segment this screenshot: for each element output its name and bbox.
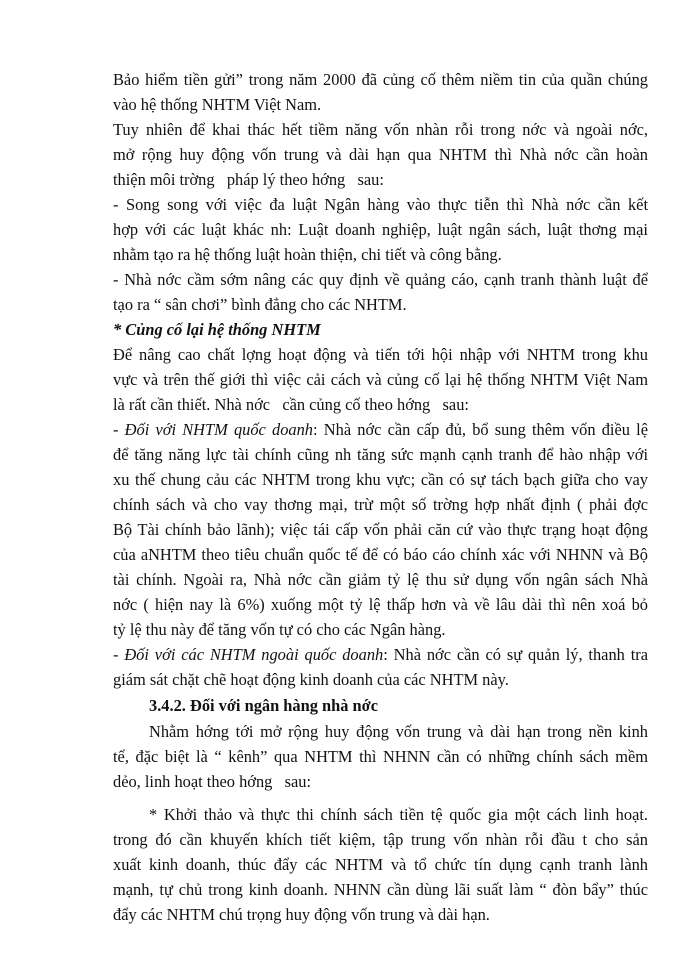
paragraph-line: đẩy các NHTM chú trọng huy động vốn trung và dài hạn. [113, 905, 490, 924]
paragraph-line: mạnh, tự chủ trong kinh doanh. NHNN cần dùng lãi suất làm “ đòn bẩy” thúc [113, 880, 648, 899]
paragraph-line [113, 420, 648, 440]
paragraph-line: vực và trên thế giới thì việc cải cách và củng cố lại hệ thống NHTM Việt Nam [113, 370, 648, 389]
line-text: Nhà nớc cần có sự quản lý, thanh tra [393, 645, 648, 664]
subsection-heading: 3.4.2. Đối với ngân hàng nhà nớc [149, 696, 379, 715]
separator: : [383, 645, 394, 664]
paragraph-line: dẻo, linh hoạt theo hớng sau: [113, 772, 312, 791]
paragraph-line: giám sát chặt chẽ hoạt động kinh doanh của các NHTM này. [113, 670, 509, 689]
paragraph-line: nớc ( hiện nay là 6%) xuống một tỷ lệ thấp hơn và về lâu dài thì nên xoá bỏ [113, 595, 648, 614]
paragraph-line: tế, đặc biệt là “ kênh” qua NHTM thì NHNN cần có những chính sách mềm [113, 747, 648, 766]
paragraph-line: Tuy nhiên để khai thác hết tiềm năng vốn nhàn rỗi trong nớc và ngoài nớc, [113, 120, 648, 139]
italic-lead: - Đối với các NHTM ngoài quốc doanh [113, 645, 384, 664]
line-text: Nhà nớc cần cấp đủ, bổ sung thêm vốn điều lệ [323, 420, 648, 439]
paragraph-line: nhằm tạo ra hệ thống luật hoàn thiện, chi tiết và công bằng. [113, 245, 502, 264]
paragraph-line [113, 645, 648, 665]
paragraph-line: thiện môi trờng pháp lý theo hớng sau: [113, 170, 384, 189]
section-heading: * Củng cố lại hệ thống NHTM [113, 320, 321, 339]
paragraph-line: chính sách và cho vay thơng mại, trừ một số trờng hợp nhất định ( phải đợc [113, 495, 648, 514]
paragraph-line: * Khởi thảo và thực thi chính sách tiền tệ quốc gia một cách linh hoạt. [149, 805, 648, 824]
separator: : [313, 420, 324, 439]
paragraph-line: trong đó cần khuyến khích tiết kiệm, tập trung vốn nhàn rỗi đầu t cho sản [113, 830, 648, 849]
paragraph-line: tài chính. Ngoài ra, Nhà nớc cần giảm tỷ lệ thu sử dụng vốn ngân sách Nhà [113, 570, 648, 589]
paragraph-line: - Song song với việc đa luật Ngân hàng vào thực tiễn thì Nhà nớc cần kết [113, 195, 648, 214]
paragraph-line: xuất kinh doanh, thúc đẩy các NHTM và tổ chức tín dụng cạnh tranh lành [113, 855, 648, 874]
paragraph-line: là rất cần thiết. Nhà nớc cần củng cố theo hớng sau: [113, 395, 469, 414]
paragraph-line: Để nâng cao chất lợng hoạt động và tiến tới hội nhập với NHTM trong khu [113, 345, 648, 364]
paragraph-line: Bảo hiểm tiền gửi” trong năm 2000 đã củng cố thêm niềm tin của quần chúng [113, 70, 648, 89]
paragraph-line: của aNHTM theo tiêu chuẩn quốc tế để có báo cáo chính xác với NHNN và Bộ [113, 545, 648, 564]
paragraph-line: tạo ra “ sân chơi” bình đẳng cho các NHTM. [113, 295, 407, 314]
paragraph-line: Nhằm hớng tới mở rộng huy động vốn trung và dài hạn trong nền kinh [149, 722, 648, 741]
paragraph-line: tỷ lệ thu này để tăng vốn tự có cho các Ngân hàng. [113, 620, 446, 639]
italic-lead: - Đối với NHTM quốc doanh [113, 420, 314, 439]
paragraph-line: Bộ Tài chính bảo lãnh); việc tái cấp vốn phải căn cứ vào thực trạng hoạt động [113, 520, 648, 539]
paragraph-line: - Nhà nớc cầm sớm nâng các quy định về quảng cáo, cạnh tranh thành luật để [113, 270, 648, 289]
paragraph-line: vào hệ thống NHTM Việt Nam. [113, 95, 322, 114]
paragraph-line: hợp với các luật khác nh: Luật doanh nghiệp, luật ngân sách, luật thơng mại [113, 220, 648, 239]
paragraph-line: để tăng năng lực tài chính cũng nh tăng sức mạnh cạnh tranh để hào nhập với [113, 445, 648, 464]
paragraph-line: mở rộng huy động vốn trung và dài hạn qua NHTM thì Nhà nớc cần hoàn [113, 145, 648, 164]
paragraph-line: xu thế chung cảu các NHTM trong khu vực; cần có sự tách bạch giữa cho vay [113, 470, 648, 489]
